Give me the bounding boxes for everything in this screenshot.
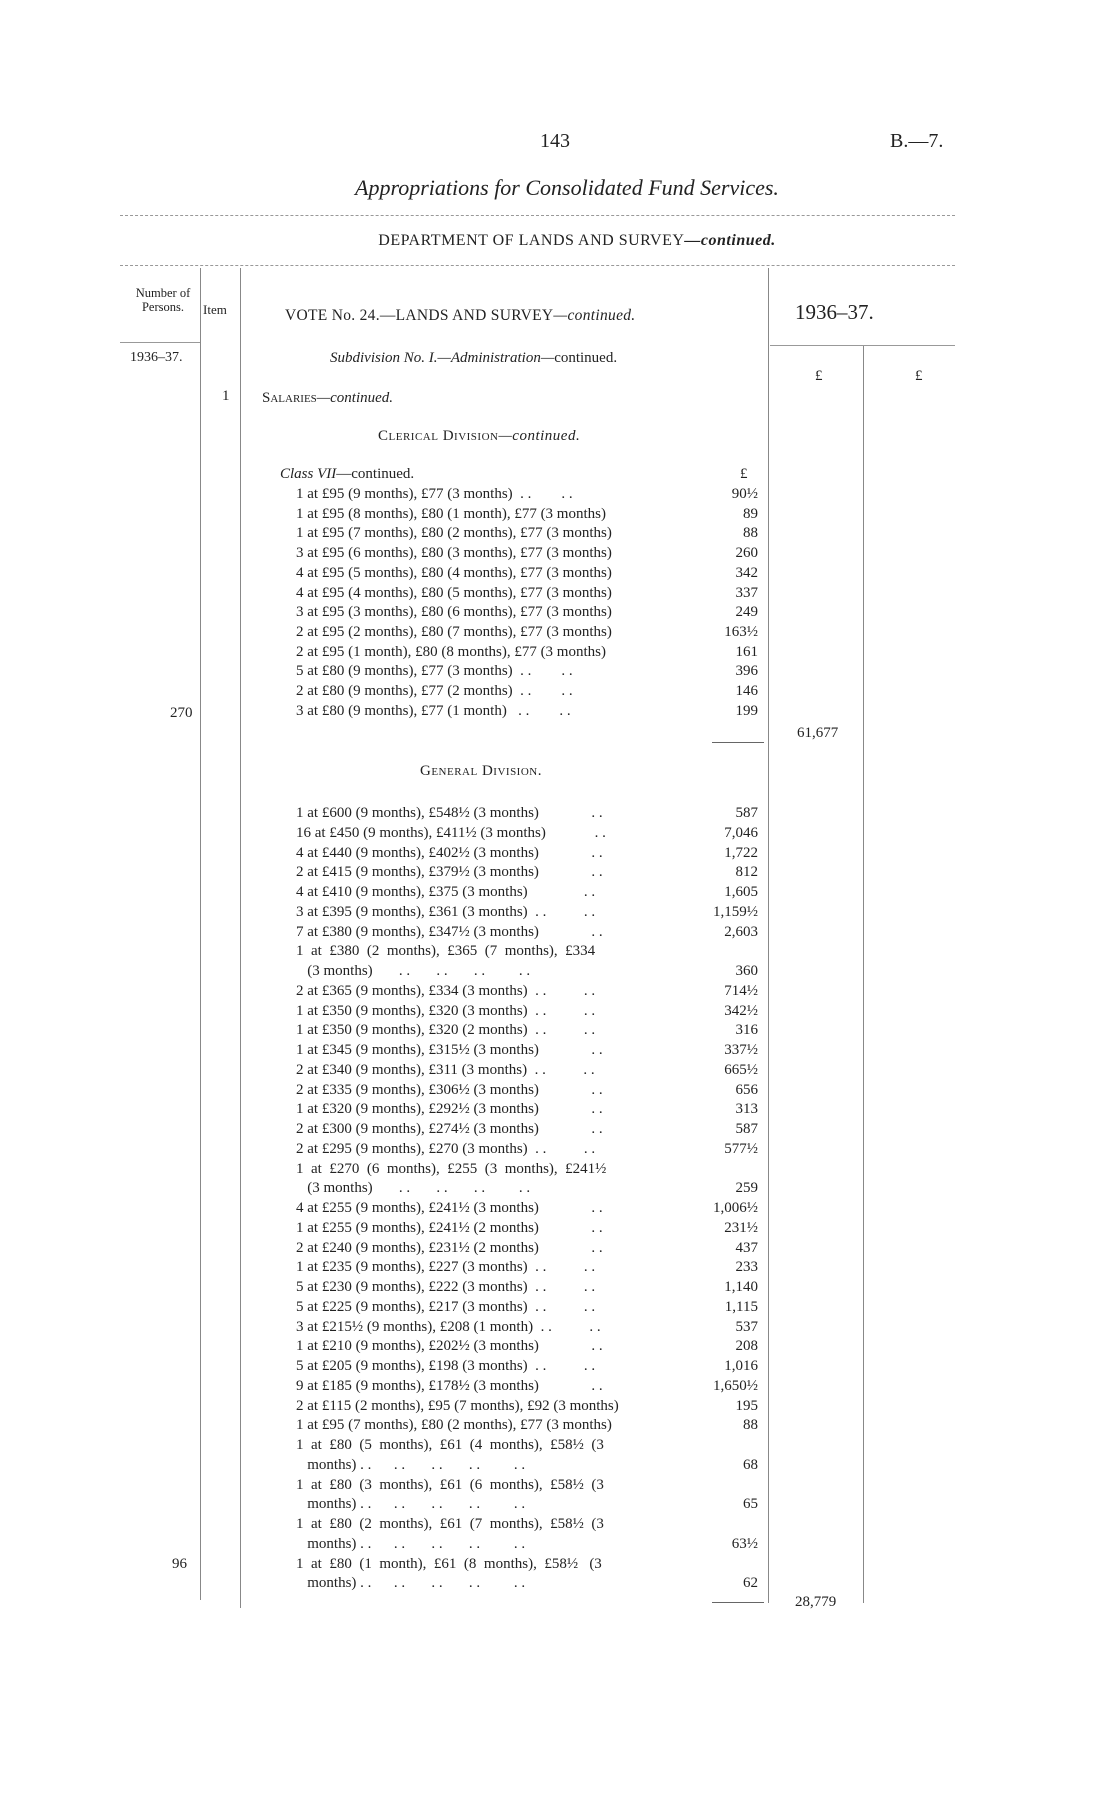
general-row-description: 1 at £210 (9 months), £202½ (3 months) . .	[296, 1338, 603, 1355]
general-row-description: 2 at £240 (9 months), £231½ (2 months) . .	[296, 1239, 603, 1256]
general-row-amount: 195	[735, 1397, 758, 1414]
clerical-row-amount: 161	[735, 643, 758, 660]
general-row-amount: 208	[735, 1338, 758, 1355]
general-row-description: 2 at £335 (9 months), £306½ (3 months) . .	[296, 1081, 603, 1098]
general-row	[0, 1554, 1114, 1574]
department-heading	[0, 232, 1114, 250]
general-row-amount: 65	[743, 1496, 758, 1513]
clerical-row-amount: 337	[735, 584, 758, 601]
general-row-description: 5 at £230 (9 months), £222 (3 months) . . . .	[296, 1279, 596, 1295]
general-row	[0, 1080, 1114, 1100]
general-row	[0, 823, 1114, 843]
salaries-label: Salaries	[262, 390, 317, 406]
general-row-amount: 537	[735, 1318, 758, 1335]
subdivision-name: —Administration—	[437, 350, 555, 366]
general-row	[0, 1514, 1114, 1534]
clerical-row-description: 2 at £80 (9 months), £77 (2 months) . . . .	[296, 683, 573, 699]
department-suffix: —continued.	[684, 232, 776, 249]
general-row-description: 1 at £350 (9 months), £320 (2 months) . . . .	[296, 1022, 596, 1039]
clerical-row	[0, 523, 1114, 543]
general-row	[0, 1238, 1114, 1258]
vote-suffix: —continued.	[553, 307, 636, 324]
general-row-amount: 1,006½	[713, 1200, 758, 1216]
general-row	[0, 803, 1114, 823]
number-of-persons-heading: Number of Persons.	[135, 286, 191, 314]
clerical-row	[0, 622, 1114, 642]
clerical-row-amount: 249	[735, 604, 758, 621]
general-total: 28,779	[795, 1594, 837, 1610]
general-row-description: 16 at £450 (9 months), £411½ (3 months) . .	[296, 824, 606, 841]
department-name: DEPARTMENT OF LANDS AND SURVEY	[378, 232, 685, 249]
general-row-amount: 62	[743, 1575, 758, 1592]
general-row-description: 1 at £80 (1 month), £61 (8 months), £58½ (3	[296, 1555, 602, 1572]
general-row	[0, 862, 1114, 882]
general-row-amount: 1,159½	[713, 903, 758, 920]
clerical-row-amount: 90½	[731, 486, 758, 502]
general-row-description: 4 at £410 (9 months), £375 (3 months) . .	[296, 884, 596, 900]
general-row-description: 1 at £255 (9 months), £241½ (2 months) . .	[296, 1219, 603, 1236]
general-row	[0, 1475, 1114, 1495]
general-row-amount: 1,650½	[713, 1377, 758, 1394]
general-row-description: 5 at £205 (9 months), £198 (3 months) . . . .	[296, 1358, 596, 1374]
general-row-description: 1 at £600 (9 months), £548½ (3 months) . .	[296, 805, 603, 821]
general-row	[0, 1040, 1114, 1060]
general-row	[0, 1376, 1114, 1396]
general-row-description: 7 at £380 (9 months), £347½ (3 months) . .	[296, 923, 603, 940]
general-row-description: 2 at £365 (9 months), £334 (3 months) . . . .	[296, 982, 596, 999]
general-row	[0, 1139, 1114, 1159]
general-row	[0, 1297, 1114, 1317]
clerical-total-rule	[712, 742, 764, 743]
general-row	[0, 1534, 1114, 1554]
general-row-amount: 1,115	[724, 1298, 758, 1315]
general-row	[0, 1573, 1114, 1593]
clerical-row	[0, 504, 1114, 524]
general-row-description: 9 at £185 (9 months), £178½ (3 months) . .	[296, 1377, 603, 1394]
dept-divider	[120, 265, 955, 266]
general-row	[0, 1455, 1114, 1475]
clerical-row-description: 1 at £95 (9 months), £77 (3 months) . . . .	[296, 486, 573, 502]
general-row-amount: 812	[735, 864, 758, 881]
general-persons: 96	[172, 1556, 187, 1572]
general-row-amount: 88	[743, 1417, 758, 1434]
general-row-amount: 63½	[731, 1535, 758, 1552]
class-vii-heading	[280, 466, 414, 483]
persons-head-rule	[120, 342, 200, 343]
general-row-amount: 577½	[724, 1140, 758, 1157]
general-row-description: months) . . . . . . . . . .	[296, 1575, 526, 1592]
general-row	[0, 1099, 1114, 1119]
general-row-amount: 1,605	[724, 884, 758, 900]
clerical-row-amount: 163½	[724, 623, 758, 640]
clerical-row	[0, 681, 1114, 701]
item-heading: Item	[203, 302, 227, 317]
clerical-row-amount: 199	[735, 702, 758, 719]
clerical-row-description: 4 at £95 (5 months), £80 (4 months), £77 (3 months)	[296, 564, 612, 581]
general-row-amount: 360	[735, 963, 758, 979]
clerical-row-amount: 260	[735, 545, 758, 562]
general-row-description: (3 months) . . . . . . . .	[296, 963, 531, 979]
subdivision-heading	[330, 350, 617, 367]
general-row-description: (3 months) . . . . . . . .	[296, 1180, 531, 1197]
class-label: Class VII	[280, 466, 337, 482]
general-row-description: 2 at £295 (9 months), £270 (3 months) . . . .	[296, 1140, 596, 1157]
general-row	[0, 1257, 1114, 1277]
pound-sign-subtotal: £	[815, 368, 823, 384]
clerical-row-amount: 342	[735, 564, 758, 581]
clerical-row-amount: 146	[735, 683, 758, 699]
general-row-description: 2 at £300 (9 months), £274½ (3 months) . .	[296, 1121, 603, 1137]
general-row-description: 3 at £395 (9 months), £361 (3 months) . . . .	[296, 903, 596, 920]
general-row-amount: 316	[735, 1022, 758, 1039]
clerical-division-heading	[378, 428, 580, 445]
persons-year: 1936–37.	[130, 350, 183, 365]
general-row	[0, 961, 1114, 981]
general-row-amount: 587	[735, 1121, 758, 1137]
general-row	[0, 843, 1114, 863]
year-head-rule	[770, 345, 955, 346]
clerical-row-description: 3 at £80 (9 months), £77 (1 month) . . . .	[296, 702, 571, 719]
general-row	[0, 1159, 1114, 1179]
clerical-row-amount: 88	[743, 525, 758, 542]
general-row-description: months) . . . . . . . . . .	[296, 1535, 526, 1552]
subdivision-label: Subdivision No. I.	[330, 350, 438, 366]
clerical-total: 61,677	[797, 725, 839, 741]
vote-title	[285, 307, 635, 325]
general-row-amount: 342½	[724, 1002, 758, 1019]
general-row	[0, 1178, 1114, 1198]
clerical-persons: 270	[170, 705, 193, 721]
class-suffix: —continued.	[336, 466, 415, 482]
general-row-amount: 231½	[724, 1219, 758, 1236]
general-row-amount: 656	[735, 1081, 758, 1098]
title-divider	[120, 215, 955, 216]
clerical-row-description: 5 at £80 (9 months), £77 (3 months) . . . .	[296, 663, 573, 680]
general-row	[0, 922, 1114, 942]
clerical-row	[0, 602, 1114, 622]
general-row-amount: 437	[735, 1239, 758, 1256]
general-row	[0, 941, 1114, 961]
general-total-rule	[712, 1602, 764, 1603]
pound-sign-total: £	[915, 368, 923, 384]
general-row-description: 4 at £440 (9 months), £402½ (3 months) . .	[296, 844, 603, 861]
general-row-amount: 2,603	[724, 923, 758, 940]
general-row-amount: 1,140	[724, 1279, 758, 1295]
general-row-description: 1 at £270 (6 months), £255 (3 months), £241½	[296, 1160, 607, 1177]
general-row-description: 1 at £320 (9 months), £292½ (3 months) . .	[296, 1101, 603, 1118]
clerical-row	[0, 583, 1114, 603]
general-row-description: 1 at £80 (3 months), £61 (6 months), £58½ (3	[296, 1476, 604, 1493]
clerical-row-amount: 89	[743, 505, 758, 522]
general-row	[0, 902, 1114, 922]
general-row	[0, 1336, 1114, 1356]
clerical-row	[0, 701, 1114, 721]
general-row	[0, 1396, 1114, 1416]
general-row	[0, 1001, 1114, 1021]
general-row-description: 1 at £345 (9 months), £315½ (3 months) . .	[296, 1042, 603, 1058]
vote-name: VOTE No. 24.—LANDS AND SURVEY	[285, 307, 554, 324]
general-row	[0, 981, 1114, 1001]
general-row-description: 1 at £380 (2 months), £365 (7 months), £334	[296, 943, 596, 960]
general-row	[0, 882, 1114, 902]
general-row-description: 1 at £80 (2 months), £61 (7 months), £58½ (3	[296, 1516, 604, 1532]
general-row-description: 5 at £225 (9 months), £217 (3 months) . . . .	[296, 1298, 596, 1315]
general-row	[0, 1317, 1114, 1337]
general-row-amount: 313	[735, 1101, 758, 1118]
clerical-row	[0, 484, 1114, 504]
clerical-row-description: 3 at £95 (3 months), £80 (6 months), £77 (3 months)	[296, 604, 612, 621]
general-row-amount: 714½	[724, 982, 758, 999]
clerical-row	[0, 642, 1114, 662]
general-row-description: 2 at £415 (9 months), £379½ (3 months) . .	[296, 864, 603, 881]
clerical-row-description: 1 at £95 (7 months), £80 (2 months), £77 (3 months)	[296, 525, 612, 542]
general-row	[0, 1020, 1114, 1040]
general-row-description: 2 at £115 (2 months), £95 (7 months), £92 (3 months)	[296, 1397, 619, 1414]
clerical-row-description: 2 at £95 (2 months), £80 (7 months), £77 (3 months)	[296, 623, 612, 640]
general-row-description: 1 at £80 (5 months), £61 (4 months), £58½ (3	[296, 1437, 604, 1453]
page-title: Appropriations for Consolidated Fund Services.	[355, 175, 779, 200]
general-row-amount: 337½	[724, 1042, 758, 1058]
salaries-suffix: —continued.	[316, 390, 394, 406]
general-row	[0, 1198, 1114, 1218]
general-row	[0, 1415, 1114, 1435]
clerical-row-description: 3 at £95 (6 months), £80 (3 months), £77 (3 months)	[296, 545, 612, 562]
general-row-description: 2 at £340 (9 months), £311 (3 months) . . . .	[296, 1061, 595, 1078]
general-row-description: 3 at £215½ (9 months), £208 (1 month) . . . .	[296, 1318, 601, 1335]
clerical-row	[0, 661, 1114, 681]
general-row-amount: 68	[743, 1456, 758, 1473]
general-row	[0, 1277, 1114, 1297]
page-number: 143	[540, 130, 570, 152]
general-row	[0, 1119, 1114, 1139]
subdivision-continued: continued.	[554, 350, 618, 366]
general-row-amount: 259	[735, 1180, 758, 1197]
general-row-amount: 233	[735, 1259, 758, 1276]
general-row	[0, 1356, 1114, 1376]
clerical-row-amount: 396	[735, 663, 758, 680]
clerical-pound-sign: £	[740, 466, 748, 482]
clerical-row-description: 2 at £95 (1 month), £80 (8 months), £77 (3 months)	[296, 643, 606, 660]
clerical-row	[0, 543, 1114, 563]
general-row-description: months) . . . . . . . . . .	[296, 1496, 526, 1513]
general-row-amount: 587	[735, 805, 758, 821]
general-row-description: 1 at £350 (9 months), £320 (3 months) . . . .	[296, 1002, 596, 1019]
document-reference: B.—7.	[890, 130, 944, 152]
year-heading: 1936–37.	[795, 300, 874, 324]
clerical-label: Clerical Division	[378, 428, 499, 444]
general-row-description: 1 at £235 (9 months), £227 (3 months) . . . .	[296, 1259, 596, 1276]
salaries-heading	[262, 390, 393, 407]
item-number: 1	[222, 388, 230, 404]
general-row	[0, 1494, 1114, 1514]
general-row-amount: 1,016	[724, 1358, 758, 1374]
general-row-description: 4 at £255 (9 months), £241½ (3 months) . .	[296, 1200, 603, 1216]
general-row-amount: 665½	[724, 1061, 758, 1078]
general-row-amount: 1,722	[724, 844, 758, 861]
clerical-suffix: —continued.	[498, 428, 581, 444]
general-row-description: months) . . . . . . . . . .	[296, 1456, 526, 1473]
clerical-row-description: 4 at £95 (4 months), £80 (5 months), £77 (3 months)	[296, 584, 612, 601]
general-row	[0, 1435, 1114, 1455]
general-row-amount: 7,046	[724, 824, 758, 841]
general-division-heading: General Division.	[420, 763, 542, 779]
clerical-row-description: 1 at £95 (8 months), £80 (1 month), £77 (3 months)	[296, 505, 606, 522]
general-row	[0, 1218, 1114, 1238]
general-row-description: 1 at £95 (7 months), £80 (2 months), £77 (3 months)	[296, 1417, 612, 1434]
general-row	[0, 1060, 1114, 1080]
clerical-row	[0, 563, 1114, 583]
